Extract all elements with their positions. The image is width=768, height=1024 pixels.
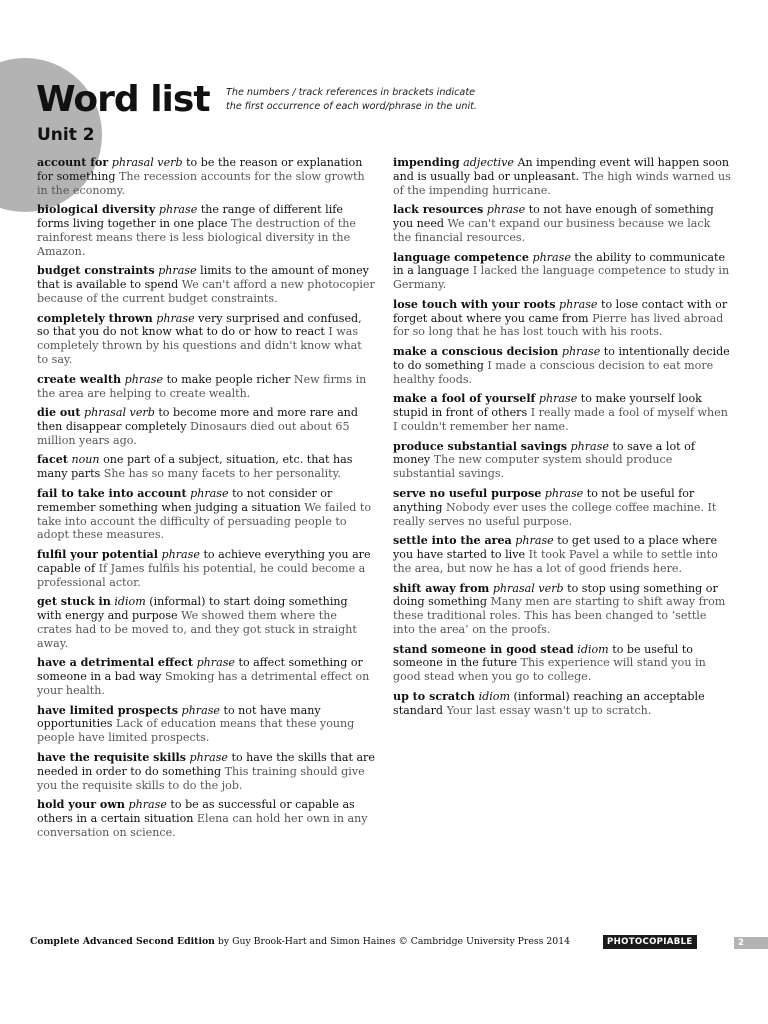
word-list-left-column [37, 156, 375, 846]
entry-part-of-speech: phrase [156, 311, 195, 325]
entry-example: The recession accounts for the slow growth in the economy. [37, 169, 365, 197]
entry-term: up to scratch [393, 689, 476, 703]
entry-term: have the requisite skills [37, 750, 186, 764]
entry-example: I made a conscious decision to eat more healthy foods. [393, 358, 714, 386]
entry-term: have limited prospects [37, 703, 178, 717]
entry-example: Your last essay wasn't up to scratch. [446, 703, 652, 717]
word-entry [37, 156, 375, 197]
word-entry [393, 392, 731, 433]
entry-example: This training should give you the requisite skills to do the job. [37, 764, 365, 792]
entry-part-of-speech: phrase [544, 486, 584, 500]
entry-term: get stuck in [37, 595, 111, 609]
word-entry [37, 203, 375, 258]
entry-definition: to intentionally decide to do something [393, 345, 730, 372]
entry-definition: to get used to a place where you have started to live [393, 534, 718, 562]
entry-definition: one part of a subject, situation, etc. that has many parts [37, 453, 353, 481]
entry-example: We can't expand our business because we lack the financial resources. [393, 217, 711, 244]
entry-part-of-speech: phrase [538, 392, 578, 406]
entry-term: have a detrimental effect [37, 656, 194, 670]
entry-example: We showed them where the crates had to be moved to, and they got stuck in straight away. [37, 609, 357, 650]
entry-term: lose touch with your roots [393, 297, 556, 311]
entry-example: I lacked the language competence to study in Germany. [393, 264, 730, 292]
entry-example: We failed to take into account the difficulty of persuading people to adopt these measures. [37, 500, 372, 542]
entry-part-of-speech: phrase [561, 345, 601, 359]
entry-definition: to be as successful or capable as others in a certain situation [37, 798, 355, 826]
word-entry [37, 704, 375, 745]
word-entry [393, 298, 731, 339]
subtitle-line-2: the first occurrence of each word/phrase in the unit. [226, 101, 477, 112]
entry-example: The high winds warned us of the impending hurricane. [393, 169, 731, 197]
entry-example: I was completely thrown by his questions and didn't know what to say. [37, 325, 362, 367]
entry-term: completely thrown [37, 311, 153, 325]
entry-part-of-speech: noun [71, 453, 100, 467]
entry-definition: An impending event will happen soon and is usually bad or unpleasant. [393, 156, 730, 183]
entry-part-of-speech: idiom [114, 595, 146, 609]
entry-example: I really made a fool of myself when I couldn't remember her name. [393, 406, 728, 433]
word-entry [37, 453, 375, 481]
entry-term: impending [393, 156, 460, 169]
word-entry [393, 440, 731, 481]
entry-definition: to stop using something or doing something [393, 581, 718, 609]
entry-term: language competence [393, 250, 529, 264]
word-entry [37, 487, 375, 542]
footer-credit [30, 935, 570, 949]
entry-definition: to become more and more rare and then disappear completely [37, 406, 358, 433]
word-entry [37, 373, 375, 401]
entry-definition: very surprised and confused, so that you do not know what to do or how to react [37, 311, 362, 339]
entry-example: The new computer system should produce substantial savings. [393, 453, 673, 481]
footer-book-title: Complete Advanced Second Edition [30, 936, 215, 947]
word-entry [393, 156, 731, 197]
footer-credit-text: by Guy Brook-Hart and Simon Haines © Cambridge University Press 2014 [217, 936, 571, 947]
entry-part-of-speech: idiom [478, 689, 510, 703]
entry-part-of-speech: phrase [196, 656, 235, 670]
entry-definition: to have the skills that are needed in order to do something [37, 750, 375, 778]
entry-example: Smoking has a detrimental effect on your health. [37, 670, 370, 697]
entry-example: She has so many facets to her personality. [103, 467, 341, 481]
word-entry [37, 798, 375, 839]
entry-part-of-speech: phrase [570, 439, 609, 453]
entry-definition: reaching an acceptable standard [393, 689, 705, 717]
entry-term: biological diversity [37, 203, 156, 217]
entry-part-of-speech: phrase [190, 486, 229, 500]
entry-definition: to be the reason or explanation for something [37, 156, 363, 183]
entry-part-of-speech: phrase [124, 372, 164, 386]
word-entry [393, 345, 731, 386]
word-entry [37, 656, 375, 697]
entry-part-of-speech: phrase [158, 264, 197, 278]
entry-part-of-speech: phrase [559, 297, 598, 311]
entry-definition: to not have many opportunities [37, 703, 321, 731]
word-entry [393, 582, 731, 637]
page-title: Word list [36, 79, 210, 120]
photocopiable-badge: PHOTOCOPIABLE [603, 935, 697, 949]
entry-part-of-speech: phrasal verb [111, 156, 183, 169]
entry-example: If James fulfils his potential, he could become a professional actor. [37, 561, 366, 589]
entry-definition: limits to the amount of money that is available to spend [37, 264, 369, 292]
entry-definition: to start doing something with energy and purpose [37, 595, 348, 623]
entry-term: facet [37, 453, 68, 467]
entry-part-of-speech: phrase [158, 203, 198, 217]
entry-term: make a conscious decision [393, 345, 559, 359]
entry-term: fulfil your potential [37, 548, 158, 562]
entry-term: stand someone in good stead [393, 642, 574, 656]
entry-term: produce substantial savings [393, 439, 567, 453]
entry-term: make a fool of yourself [393, 392, 536, 406]
entry-part-of-speech: idiom [577, 642, 609, 656]
word-entry [393, 203, 731, 244]
entry-definition: to make people richer [166, 372, 291, 386]
entry-example: Elena can hold her own in any conversation on science. [37, 812, 368, 839]
word-entry [37, 312, 375, 367]
entry-term: settle into the area [393, 534, 512, 548]
entry-part-of-speech: phrase [486, 203, 526, 217]
entry-example: New firms in the area are helping to create wealth. [37, 372, 367, 400]
entry-register: (informal) [149, 595, 206, 609]
entry-definition: to be useful to someone in the future [393, 642, 693, 670]
entry-example: Dinosaurs died out about 65 million years ago. [37, 420, 350, 447]
entry-example: It took Pavel a while to settle into the area, but now he has a lot of good friends here. [393, 548, 718, 575]
word-entry [393, 487, 731, 528]
page-subtitle [226, 86, 526, 114]
entry-example: Many men are starting to shift away from these traditional roles. This has been changed to ‘settle into the area’ on the proofs. [393, 595, 726, 636]
word-entry [393, 251, 731, 292]
subtitle-line-1: The numbers / track references in brackets indicate [226, 87, 475, 98]
entry-term: fail to take into account [37, 486, 187, 500]
entry-part-of-speech: phrasal verb [492, 581, 564, 595]
word-entry [393, 690, 731, 718]
entry-term: die out [37, 406, 81, 420]
entry-definition: the range of different life forms living together in one place [37, 203, 343, 231]
word-entry [37, 751, 375, 792]
entry-definition: to lose contact with or forget about where you came from [393, 297, 728, 325]
word-entry [37, 264, 375, 305]
entry-example: Nobody ever uses the college coffee machine. It really serves no useful purpose. [393, 500, 717, 528]
entry-term: lack resources [393, 203, 484, 217]
unit-heading: Unit 2 [37, 125, 95, 145]
entry-part-of-speech: phrase [181, 703, 220, 717]
entry-definition: to affect something or someone in a bad way [37, 656, 363, 684]
word-entry [37, 595, 375, 650]
entry-term: shift away from [393, 581, 490, 595]
entry-term: budget constraints [37, 264, 155, 278]
entry-part-of-speech: phrase [128, 798, 167, 812]
page-number: 2 [734, 937, 768, 949]
entry-register: (informal) [513, 689, 570, 703]
entry-term: create wealth [37, 372, 122, 386]
entry-definition: to not consider or remember something when judging a situation [37, 486, 333, 514]
entry-part-of-speech: phrase [515, 534, 554, 548]
entry-example: This experience will stand you in good stead when you go to college. [393, 656, 706, 684]
entry-part-of-speech: phrase [189, 750, 228, 764]
word-entry [393, 534, 731, 575]
entry-part-of-speech: adjective [463, 156, 514, 169]
entry-definition: to not be useful for anything [393, 486, 695, 514]
word-list-right-column [393, 156, 731, 723]
word-entry [393, 643, 731, 684]
word-entry [37, 548, 375, 589]
entry-definition: to make yourself look stupid in front of others [393, 392, 702, 420]
entry-example: We can't afford a new photocopier because of the current budget constraints. [37, 278, 375, 305]
entry-part-of-speech: phrasal verb [84, 406, 155, 420]
entry-term: serve no useful purpose [393, 486, 542, 500]
entry-definition: to achieve everything you are capable of [37, 548, 371, 575]
entry-part-of-speech: phrase [161, 548, 200, 562]
entry-term: hold your own [37, 798, 125, 812]
entry-term: account for [37, 156, 109, 169]
entry-definition: to save a lot of money [393, 439, 695, 467]
entry-definition: the ability to communicate in a language [393, 250, 726, 278]
entry-part-of-speech: phrase [532, 250, 571, 264]
entry-example: Lack of education means that these young people have limited prospects. [37, 717, 355, 745]
entry-definition: to not have enough of something you need [393, 203, 714, 231]
word-entry [37, 406, 375, 447]
entry-example: The destruction of the rainforest means there is less biological diversity in the Amazon. [37, 217, 356, 258]
entry-example: Pierre has lived abroad for so long that he has lost touch with his roots. [393, 311, 724, 339]
